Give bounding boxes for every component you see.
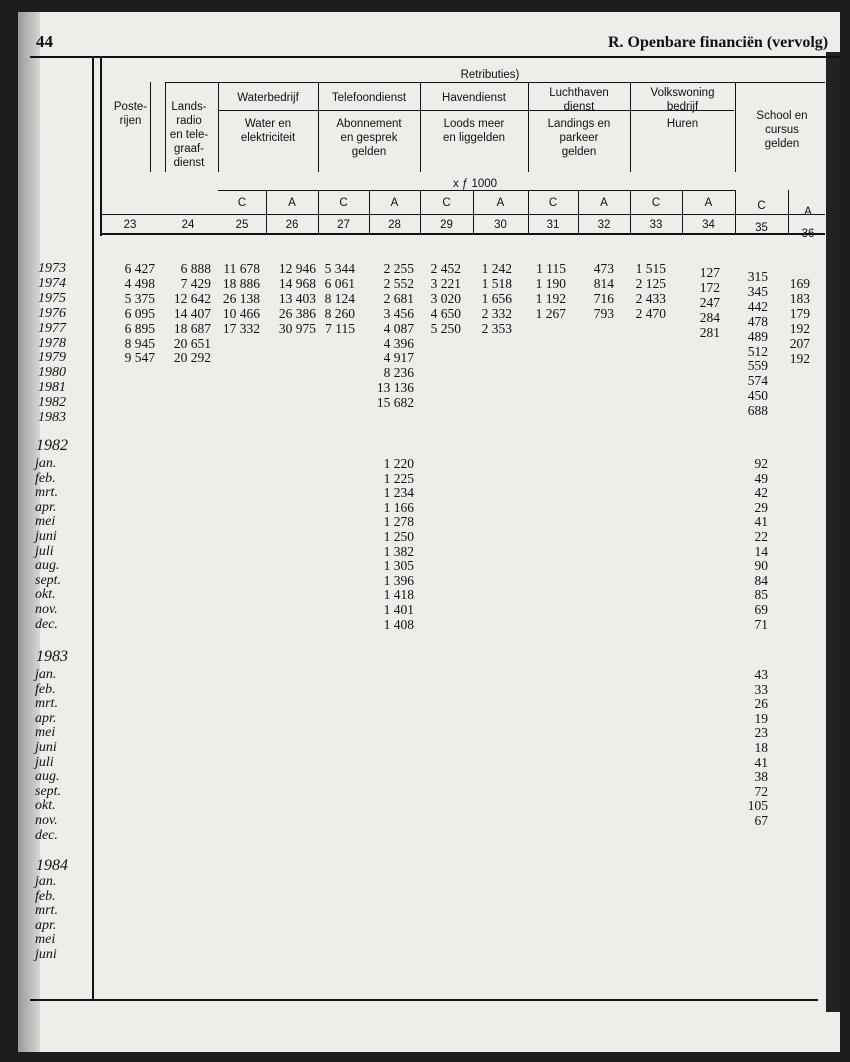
cell-c28: 2 681 xyxy=(383,290,414,306)
cell-c28-month: 1 234 xyxy=(383,485,414,501)
row-month: sept. xyxy=(35,572,62,588)
cell-c36: 183 xyxy=(789,290,810,306)
col-title-school: School en cursus gelden xyxy=(756,110,808,150)
cell-c29: 3 221 xyxy=(430,275,461,291)
cell-c35-month: 71 xyxy=(754,616,768,632)
stub-rule xyxy=(92,56,94,1001)
row-month: mrt. xyxy=(35,903,58,919)
row-year: 1976 xyxy=(38,305,66,321)
col-number: 29 xyxy=(440,219,453,231)
cell-c36: 179 xyxy=(789,305,810,321)
cell-c29: 4 650 xyxy=(430,305,461,321)
row-month: juni xyxy=(35,740,57,755)
cell-c24: 14 407 xyxy=(173,305,211,321)
row-month: jan. xyxy=(35,456,57,471)
ca-label: C xyxy=(757,200,766,212)
cell-c28-month: 1 250 xyxy=(383,529,414,544)
cell-c35-month: 23 xyxy=(754,725,768,741)
cell-c28-month: 1 418 xyxy=(383,587,414,603)
cell-c35-month: 38 xyxy=(754,769,768,785)
cell-c30: 2 353 xyxy=(481,320,512,336)
cell-c35-month: 29 xyxy=(754,499,768,515)
cell-c32: 793 xyxy=(593,305,614,321)
cell-c35-month: 90 xyxy=(754,558,768,574)
left-head-rule xyxy=(100,56,102,236)
cell-c35-month: 67 xyxy=(754,813,768,828)
cell-c28: 4 087 xyxy=(383,320,414,336)
row-month: feb. xyxy=(35,470,56,486)
row-month: okt. xyxy=(35,587,56,603)
cell-c24: 7 429 xyxy=(180,275,211,291)
row-month: nov. xyxy=(35,813,58,828)
col-title-water: Water en elektriciteit xyxy=(240,118,296,144)
top-rule xyxy=(30,56,840,58)
cell-c25: 11 678 xyxy=(223,261,260,276)
cell-c28: 13 136 xyxy=(376,380,414,396)
cell-c26: 30 975 xyxy=(278,320,316,336)
cell-c35-month: 41 xyxy=(754,754,768,770)
cell-c28-month: 1 225 xyxy=(383,470,414,486)
cell-c34: 247 xyxy=(699,294,720,310)
cell-c27: 5 344 xyxy=(324,261,355,276)
cell-c30: 1 242 xyxy=(481,261,512,276)
cell-c35-month: 14 xyxy=(754,543,768,559)
cell-c24: 20 292 xyxy=(173,350,211,366)
cell-c36: 207 xyxy=(789,335,810,351)
running-head: R. Openbare financiën (vervolg) xyxy=(608,34,829,51)
block-year: 1982 xyxy=(36,437,68,454)
col-title-havendienst: Havendienst xyxy=(442,92,506,104)
ca-label: A xyxy=(804,206,812,218)
block-year: 1983 xyxy=(36,648,68,665)
cell-c31: 1 192 xyxy=(535,290,566,306)
cell-c28-month: 1 382 xyxy=(383,543,414,559)
row-month: jan. xyxy=(35,667,57,682)
col-title-landings: Landings en parkeer gelden xyxy=(547,118,611,158)
cell-c25: 18 886 xyxy=(222,275,260,291)
cell-c23: 6 427 xyxy=(124,261,155,276)
row-year: 1973 xyxy=(38,261,66,276)
ca-label: A xyxy=(600,197,608,209)
unit-label: x ƒ 1000 xyxy=(452,178,498,190)
cell-c32: 814 xyxy=(593,275,614,291)
cell-c34: 284 xyxy=(699,309,720,325)
cell-c31: 1 190 xyxy=(535,275,566,291)
cell-c31: 1 267 xyxy=(535,305,566,321)
cell-c36: 169 xyxy=(789,276,810,291)
cell-c26: 13 403 xyxy=(278,290,316,306)
cell-c34: 281 xyxy=(699,324,720,340)
cell-c28: 2 552 xyxy=(383,275,414,291)
cell-c36: 192 xyxy=(789,320,810,336)
cell-c35-month: 41 xyxy=(754,514,768,530)
cell-c27: 8 260 xyxy=(324,305,355,321)
col-title-telefoondienst: Telefoondienst xyxy=(331,92,407,104)
cell-c35: 688 xyxy=(747,403,768,419)
cell-c28-month: 1 396 xyxy=(383,572,414,588)
row-month: apr. xyxy=(35,499,57,515)
cell-c35: 450 xyxy=(747,388,768,404)
col-number: 26 xyxy=(285,219,299,231)
cell-c35: 574 xyxy=(747,373,768,389)
cell-c23: 9 547 xyxy=(124,350,155,366)
ca-label: A xyxy=(288,197,296,209)
col-title-posterijen: Poste- rijen xyxy=(113,101,148,127)
cell-c35-month: 49 xyxy=(754,470,768,486)
group-rule xyxy=(165,82,825,83)
col-title-landsradio: Lands- radio en tele- graaf- dienst xyxy=(169,101,209,169)
ca-label: C xyxy=(442,197,451,209)
cell-c35-month: 43 xyxy=(754,667,768,682)
col-number: 31 xyxy=(546,219,560,231)
col-number: 35 xyxy=(755,222,768,234)
block-year: 1984 xyxy=(36,857,68,874)
col-title-abonnement: Abonnement en gesprek gelden xyxy=(336,118,402,158)
cell-c28-month: 1 166 xyxy=(383,499,414,515)
cell-c28-month: 1 408 xyxy=(383,616,414,632)
cell-c26: 14 968 xyxy=(278,275,316,291)
row-month: dec. xyxy=(35,616,58,632)
cell-c35: 512 xyxy=(747,343,768,359)
cell-c28: 4 396 xyxy=(383,335,414,351)
ca-label: A xyxy=(704,197,713,209)
cell-c35-month: 92 xyxy=(754,456,768,471)
cell-c28: 3 456 xyxy=(383,305,414,321)
cell-c23: 5 375 xyxy=(124,290,155,306)
cell-c36: 192 xyxy=(789,350,810,366)
cell-c28-month: 1 401 xyxy=(383,602,414,617)
cell-c35-month: 84 xyxy=(754,572,768,588)
ca-label: A xyxy=(390,197,399,209)
cell-c35: 559 xyxy=(747,358,768,374)
row-month: juni xyxy=(35,529,57,544)
row-month: mei xyxy=(35,514,56,530)
row-month: sept. xyxy=(35,783,62,799)
row-month: jan. xyxy=(35,874,57,889)
cell-c27: 7 115 xyxy=(325,320,355,336)
col-number: 33 xyxy=(649,219,663,231)
col-number: 23 xyxy=(123,219,137,231)
row-month: mei xyxy=(35,725,56,741)
col-number: 36 xyxy=(801,228,815,240)
ca-label: C xyxy=(548,197,558,209)
cell-c24: 20 651 xyxy=(173,335,211,351)
cell-c28: 2 255 xyxy=(383,261,414,276)
cell-c29: 3 020 xyxy=(430,290,461,306)
cell-c34: 127 xyxy=(699,265,720,280)
cell-c35-month: 42 xyxy=(754,485,768,501)
row-month: feb. xyxy=(35,681,56,697)
ca-bottom-rule xyxy=(100,214,825,215)
cell-c33: 2 470 xyxy=(635,305,666,321)
cell-c29: 2 452 xyxy=(430,261,461,276)
cell-c23: 6 895 xyxy=(124,320,155,336)
bottom-rule xyxy=(30,999,818,1001)
ca-label: A xyxy=(496,197,505,209)
col-title-loods: Loods meer en liggelden xyxy=(442,118,506,144)
cell-c27: 6 061 xyxy=(324,275,355,291)
row-month: juni xyxy=(35,947,57,962)
cell-c34: 172 xyxy=(699,279,720,295)
row-year: 1982 xyxy=(38,395,66,411)
page xyxy=(18,12,840,1052)
cell-c27: 8 124 xyxy=(324,290,355,306)
col-number: 32 xyxy=(597,219,611,231)
cell-c31: 1 115 xyxy=(536,261,566,276)
cell-c35-month: 69 xyxy=(754,602,768,617)
cell-c30: 1 656 xyxy=(481,290,512,306)
col-title-luchthaven: Luchthaven dienst xyxy=(549,87,609,113)
cell-c35-month: 19 xyxy=(754,710,768,726)
cell-c35-month: 22 xyxy=(754,529,768,544)
row-month: mrt. xyxy=(35,696,58,712)
cell-c23: 6 095 xyxy=(124,305,155,321)
row-month: dec. xyxy=(35,827,58,843)
row-year: 1978 xyxy=(38,335,66,351)
cell-c33: 1 515 xyxy=(635,261,666,276)
row-year: 1979 xyxy=(38,350,66,366)
row-month: aug. xyxy=(35,558,60,574)
col-number: 25 xyxy=(235,219,249,231)
cell-c30: 2 332 xyxy=(481,305,512,321)
cell-c35: 315 xyxy=(747,269,768,284)
row-year: 1977 xyxy=(38,320,66,336)
col-number: 27 xyxy=(337,219,350,231)
row-month: juli xyxy=(35,543,54,559)
cell-c35-month: 85 xyxy=(754,587,768,603)
col-number: 30 xyxy=(494,219,507,231)
cell-c28-month: 1 278 xyxy=(383,514,414,530)
cell-c30: 1 518 xyxy=(481,275,512,291)
ca-label: C xyxy=(237,197,247,209)
ca-label: C xyxy=(339,197,348,209)
cell-c35: 442 xyxy=(747,298,768,314)
row-month: juli xyxy=(35,754,54,770)
cell-c24: 18 687 xyxy=(173,320,211,336)
row-month: aug. xyxy=(35,769,60,785)
cell-c28: 15 682 xyxy=(376,395,414,411)
cell-c28: 8 236 xyxy=(383,365,414,381)
cell-c35-month: 72 xyxy=(754,783,768,799)
cell-c35: 478 xyxy=(747,313,768,329)
cell-c35-month: 18 xyxy=(754,740,768,755)
row-year: 1981 xyxy=(38,380,66,396)
row-year: 1975 xyxy=(38,290,66,306)
cell-c23: 8 945 xyxy=(124,335,155,351)
row-month: mrt. xyxy=(35,485,58,501)
row-month: apr. xyxy=(35,917,57,933)
cell-c35: 489 xyxy=(747,328,768,344)
col-number: 28 xyxy=(388,219,401,231)
cell-c35-month: 105 xyxy=(747,798,768,814)
cell-c28: 4 917 xyxy=(383,350,414,366)
cell-c28-month: 1 305 xyxy=(383,558,414,574)
page-number: 44 xyxy=(36,32,53,51)
cell-c23: 4 498 xyxy=(124,275,155,291)
cell-c26: 12 946 xyxy=(278,261,316,276)
cell-c32: 716 xyxy=(593,290,614,306)
row-month: apr. xyxy=(35,710,57,726)
row-year: 1980 xyxy=(38,365,66,381)
cell-c33: 2 433 xyxy=(635,290,666,306)
row-month: nov. xyxy=(35,602,58,617)
head-bottom-rule xyxy=(100,233,825,235)
cell-c24: 12 642 xyxy=(173,290,211,306)
cell-c35-month: 33 xyxy=(754,681,768,697)
cell-c24: 6 888 xyxy=(180,261,211,276)
cell-c29: 5 250 xyxy=(430,320,461,336)
group-title: Retributies) xyxy=(460,69,520,81)
cell-c35: 345 xyxy=(747,283,768,299)
row-month: feb. xyxy=(35,888,56,904)
ca-label: C xyxy=(651,197,661,209)
cell-c26: 26 386 xyxy=(278,305,316,321)
row-month: mei xyxy=(35,932,56,948)
col-number: 24 xyxy=(181,219,195,231)
page-edge xyxy=(826,52,840,1012)
row-year: 1974 xyxy=(38,275,66,291)
cell-c32: 473 xyxy=(593,261,614,276)
cell-c25: 17 332 xyxy=(222,320,260,336)
row-month: okt. xyxy=(35,798,56,814)
col-title-volkswoning: Volkswoning bedrijf xyxy=(650,87,715,113)
column-rule xyxy=(735,82,736,172)
row-year: 1983 xyxy=(38,410,66,425)
cell-c35-month: 26 xyxy=(754,696,768,712)
col-number: 34 xyxy=(702,219,715,231)
col-title-huren: Huren xyxy=(666,118,699,130)
cell-c28-month: 1 220 xyxy=(383,456,414,471)
cell-c33: 2 125 xyxy=(635,275,666,291)
cell-c25: 10 466 xyxy=(222,305,260,321)
col-title-waterbedrijf: Waterbedrijf xyxy=(237,92,299,104)
cell-c25: 26 138 xyxy=(222,290,260,306)
